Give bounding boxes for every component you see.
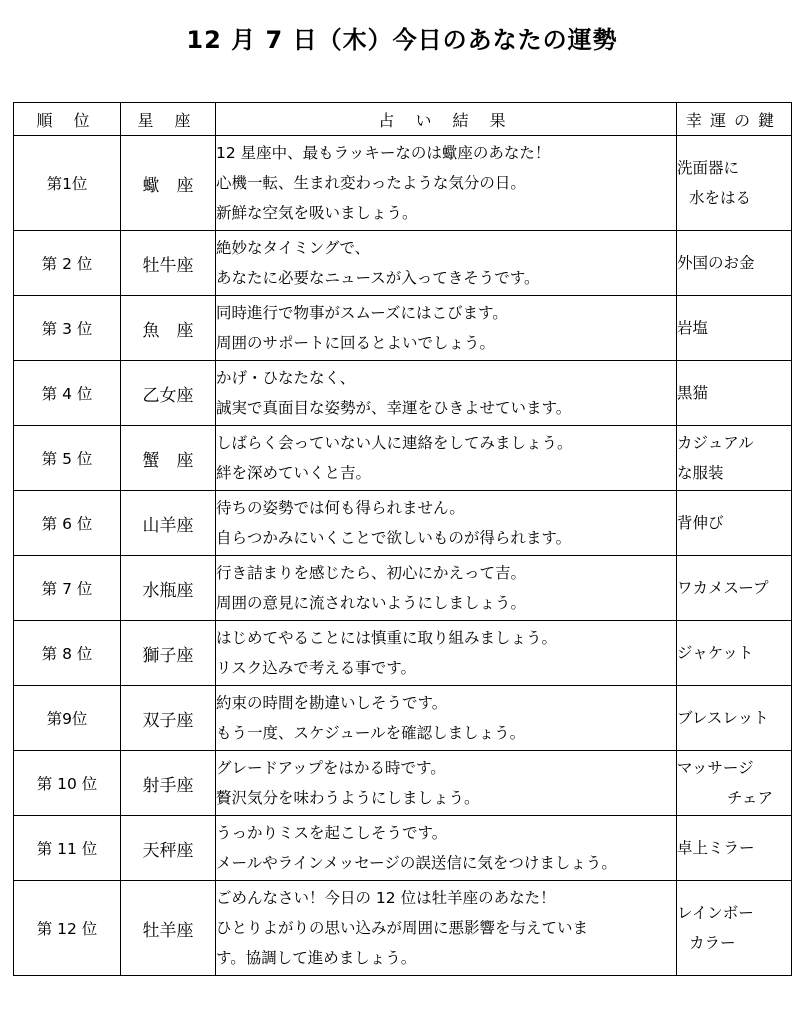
sign-cell: 蟹 座 (121, 426, 216, 491)
rank-cell: 第 8 位 (14, 621, 121, 686)
rank-cell: 第 6 位 (14, 491, 121, 556)
lucky-key-line: 岩塩 (677, 319, 709, 337)
result-line: うっかりミスを起こしそうです。 (216, 824, 448, 842)
lucky-key-line: 外国のお金 (677, 254, 755, 272)
result-line: 新鮮な空気を吸いましょう。 (216, 204, 418, 222)
result-cell (216, 881, 677, 976)
result-line: 自らつかみにいくことで欲しいものが得られます。 (216, 529, 572, 547)
result-line: 同時進行で物事がスムーズにはこびます。 (216, 304, 508, 322)
result-cell (216, 686, 677, 751)
result-line: グレードアップをはかる時です。 (216, 759, 446, 777)
sign-cell: 乙女座 (121, 361, 216, 426)
header-lucky-key: 幸運の鍵 (677, 103, 792, 136)
lucky-key-line: カラー (689, 934, 736, 952)
lucky-key-line: チェア (727, 789, 774, 807)
table-header-row (14, 103, 792, 136)
sign-cell: 天秤座 (121, 816, 216, 881)
rank-cell: 第 2 位 (14, 231, 121, 296)
table-row (14, 686, 792, 751)
result-cell (216, 556, 677, 621)
result-line: かげ・ひなたなく、 (216, 369, 356, 387)
table-row (14, 881, 792, 976)
result-line: 贅沢気分を味わうようにしましょう。 (216, 789, 480, 807)
page-title: 12 月 7 日（木）今日のあなたの運勢 (186, 26, 618, 54)
table-row (14, 361, 792, 426)
sign-cell: 牡牛座 (121, 231, 216, 296)
lucky-key-cell (677, 231, 792, 296)
lucky-key-cell (677, 136, 792, 231)
table-row (14, 556, 792, 621)
result-line: 絶妙なタイミングで、 (216, 239, 371, 257)
lucky-key-line: 水をはる (689, 189, 752, 207)
lucky-key-cell (677, 686, 792, 751)
lucky-key-line: 洗面器に (677, 159, 740, 177)
rank-cell: 第9位 (14, 686, 121, 751)
lucky-key-line: 卓上ミラー (677, 839, 755, 857)
sign-cell: 蠍 座 (121, 136, 216, 231)
result-cell (216, 136, 677, 231)
rank-cell: 第 12 位 (14, 881, 121, 976)
lucky-key-cell (677, 816, 792, 881)
lucky-key-line: カジュアル (677, 434, 754, 452)
rank-cell: 第 4 位 (14, 361, 121, 426)
rank-cell: 第 10 位 (14, 751, 121, 816)
lucky-key-cell (677, 751, 792, 816)
sign-cell: 射手座 (121, 751, 216, 816)
result-line: す。協調して進めましょう。 (216, 949, 417, 967)
rank-cell: 第 3 位 (14, 296, 121, 361)
sign-cell: 双子座 (121, 686, 216, 751)
result-cell (216, 491, 677, 556)
result-line: ごめんなさい！今日の 12 位は牡羊座のあなた！ (216, 889, 556, 907)
lucky-key-line: レインボー (677, 904, 754, 922)
sign-cell: 水瓶座 (121, 556, 216, 621)
lucky-key-cell (677, 621, 792, 686)
result-line: 12 星座中、最もラッキーなのは蠍座のあなた！ (216, 144, 551, 162)
lucky-key-line: マッサージ (677, 759, 754, 777)
rank-cell: 第 7 位 (14, 556, 121, 621)
lucky-key-line: ワカメスープ (677, 579, 769, 597)
table-row (14, 621, 792, 686)
result-cell (216, 426, 677, 491)
result-line: 誠実で真面目な姿勢が、幸運をひきよせています。 (216, 399, 572, 417)
lucky-key-cell (677, 881, 792, 976)
header-result: 占 い 結 果 (216, 103, 677, 136)
table-row (14, 426, 792, 491)
rank-cell: 第 11 位 (14, 816, 121, 881)
table-row (14, 231, 792, 296)
result-line: 周囲のサポートに回るとよいでしょう。 (216, 334, 496, 352)
lucky-key-cell (677, 491, 792, 556)
result-line: メールやラインメッセージの誤送信に気をつけましょう。 (216, 854, 617, 872)
table-row (14, 136, 792, 231)
lucky-key-line: 黒猫 (677, 384, 709, 402)
sign-cell: 牡羊座 (121, 881, 216, 976)
result-cell (216, 231, 677, 296)
rank-cell: 第1位 (14, 136, 121, 231)
result-line: リスク込みで考える事です。 (216, 659, 416, 677)
table-row (14, 751, 792, 816)
sign-cell: 獅子座 (121, 621, 216, 686)
sign-cell: 魚 座 (121, 296, 216, 361)
result-line: ひとりよがりの思い込みが周囲に悪影響を与えていま (216, 919, 589, 937)
result-cell (216, 816, 677, 881)
result-cell (216, 621, 677, 686)
rank-cell: 第 5 位 (14, 426, 121, 491)
result-line: 心機一転、生まれ変わったような気分の日。 (216, 174, 526, 192)
result-line: 待ちの姿勢では何も得られません。 (216, 499, 465, 517)
result-line: はじめてやることには慎重に取り組みましょう。 (216, 629, 558, 647)
header-rank: 順 位 (14, 103, 121, 136)
table-row (14, 816, 792, 881)
lucky-key-cell (677, 556, 792, 621)
lucky-key-cell (677, 361, 792, 426)
lucky-key-line: な服装 (677, 464, 724, 482)
table-row (14, 491, 792, 556)
result-line: あなたに必要なニュースが入ってきそうです。 (216, 269, 540, 287)
result-line: 周囲の意見に流されないようにしましょう。 (216, 594, 527, 612)
result-cell (216, 361, 677, 426)
result-cell (216, 751, 677, 816)
lucky-key-cell (677, 426, 792, 491)
result-line: しばらく会っていない人に連絡をしてみましょう。 (216, 434, 573, 452)
result-line: 絆を深めていくと吉。 (216, 464, 372, 482)
lucky-key-line: ジャケット (677, 644, 754, 662)
header-sign: 星 座 (121, 103, 216, 136)
result-line: 行き詰まりを感じたら、初心にかえって吉。 (216, 564, 527, 582)
result-line: 約束の時間を勘違いしそうです。 (216, 694, 448, 712)
lucky-key-line: ブレスレット (677, 709, 769, 727)
result-line: もう一度、スケジュールを確認しましょう。 (216, 724, 526, 742)
fortune-table (13, 102, 792, 976)
lucky-key-line: 背伸び (677, 514, 724, 532)
lucky-key-cell (677, 296, 792, 361)
result-cell (216, 296, 677, 361)
sign-cell: 山羊座 (121, 491, 216, 556)
table-row (14, 296, 792, 361)
